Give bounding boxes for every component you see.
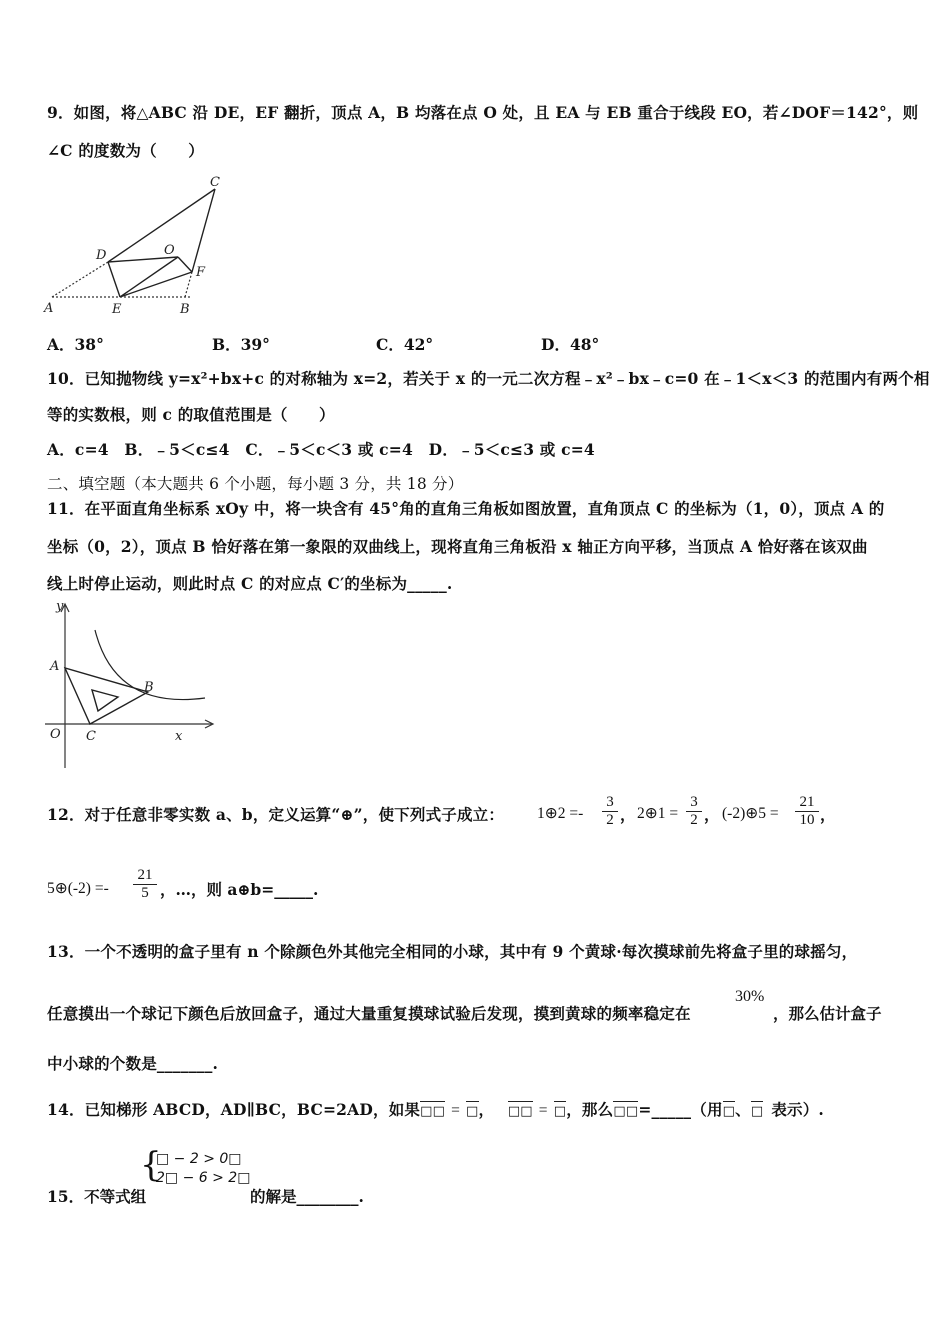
q9-option-b: B．39° [212,335,270,354]
q12-ex4-num: 21 [137,867,153,883]
q9-option-a: A．38° [47,335,104,354]
q13-percent: 30% [735,988,765,1005]
q14-vector-a: □ [722,1104,736,1119]
q9-label-A: A [44,301,54,316]
q11-label-y: y [56,600,64,614]
q9-line-AD [52,262,108,297]
q9-line-CF [192,189,215,272]
q10-line2: 等的实数根，则 c 的取值范围是（ ） [47,405,335,424]
q14-vector-1: □□ [420,1104,446,1119]
q10-options: A．c=4 B．﹣5＜c≤4 C．﹣5＜c＜3 或 c=4 D．﹣5＜c≤3 或 c=4 [47,440,595,459]
q9-option-d: D．48° [541,335,600,354]
q9-line-DC [108,189,215,262]
q12-ex2-num: 3 [690,794,698,810]
q12-ex4-den: 5 [133,884,157,902]
q12-ex1-den: 2 [602,811,618,829]
q12-ex3-left: (-2)⊕5 = [722,805,779,822]
q11-triangle-inner [92,690,118,711]
q12-ex1-left: 1⊕2 =- [537,805,584,822]
q9-line1: 9．如图，将△ABC 沿 DE，EF 翻折，顶点 A，B 均落在点 O 处，且 EA 与 EB 重合于线段 EO，若∠DOF＝142°，则 [47,103,919,122]
q15-suffix: 的解是________. [250,1187,364,1206]
q12-ex4-frac [133,867,157,902]
q11-label-A: A [50,659,60,674]
q11-label-O: O [50,727,61,742]
q11-label-B: B [144,680,154,695]
q12-ex3-den: 10 [795,811,819,829]
q9-option-c: C．42° [376,335,434,354]
q9-figure [40,172,240,322]
q12-tail: ，…，则 a⊕b=_____. [160,880,319,899]
q15-brace: { [140,1145,162,1185]
q14-vector-2: □□ [507,1104,533,1119]
q10-line1: 10．已知抛物线 y=x²+bx+c 的对称轴为 x=2，若关于 x 的一元二次方程﹣x²﹣bx﹣c=0 在﹣1＜x＜3 的范围内有两个相 [47,369,930,388]
q9-label-F: F [196,265,206,280]
q12-ex2-den: 2 [686,811,702,829]
q11-line1: 11．在平面直角坐标系 xOy 中，将一块含有 45°角的直角三角板如图放置，直角顶点 C 的坐标为（1，0），顶点 A 的 [47,499,885,518]
q11-label-C: C [86,729,96,744]
q12-ex2-left: 2⊕1 = [637,805,679,822]
q12-ex3-num: 21 [799,794,815,810]
section2-heading: 二、填空题（本大题共 6 个小题，每小题 3 分，共 18 分） [47,475,464,493]
q12-ex4-left: 5⊕(-2) =- [47,880,109,897]
q9-label-B: B [180,302,190,317]
q13-line2b: ，那么估计盒子 [773,1004,882,1023]
q12-ex1-num: 3 [606,794,614,810]
q9-label-E: E [112,302,122,317]
q15-inequality-2: 2□ − 6 > 2□ [156,1170,251,1186]
q13-line2a: 任意摸出一个球记下颜色后放回盒子，通过大量重复摸球试验后发现，摸到黄球的频率稳定在 [47,1004,691,1023]
q9-line-DE [108,262,120,297]
q12-ex3-frac [795,794,819,829]
q11-label-x: x [175,729,183,744]
q12-intro: 12．对于任意非零实数 a、b，定义运算“⊕”，使下列式子成立： [47,805,505,824]
q13-line1: 13．一个不透明的盒子里有 n 个除颜色外其他完全相同的小球，其中有 9 个黄球·每次摸球前先将盒子里的球摇匀， [47,942,858,961]
q9-label-O: O [164,243,175,258]
q9-line2: ∠C 的度数为（ ） [47,141,204,160]
q9-label-C: C [210,175,220,190]
q11-line2: 坐标（0，2），顶点 B 恰好落在第一象限的双曲线上，现将直角三角板沿 x 轴正方向平移，当顶点 A 恰好落在该双曲 [47,537,868,556]
q14-vector-3: □□ [613,1104,639,1119]
q11-line3: 线上时停止运动，则此时点 C 的对应点 C′的坐标为_____. [47,574,453,593]
q15-prefix: 15．不等式组 [47,1187,147,1206]
q11-triangle-outer [65,668,148,724]
q14-vector-b: □ [750,1104,764,1119]
q13-line3: 中小球的个数是_______. [47,1054,219,1073]
q9-line-OF [178,257,192,272]
q9-line-EO [120,257,178,297]
q12-ex2-frac [686,794,702,829]
q15-inequality-1: □ − 2 > 0□ [156,1151,242,1167]
q14-line: 14．已知梯形 ABCD，AD∥BC，BC=2AD，如果□□ = □， □□ = □，那么□□=_____（用□、□ 表示）. [47,1100,825,1119]
q9-label-D: D [96,248,107,263]
q11-figure [40,600,220,775]
q12-ex1-frac [602,794,618,829]
q9-line-EF [120,272,192,297]
q9-line-BF [185,272,192,297]
q14-vector-2-result: □ [553,1104,567,1119]
q14-vector-1-result: □ [466,1104,479,1119]
